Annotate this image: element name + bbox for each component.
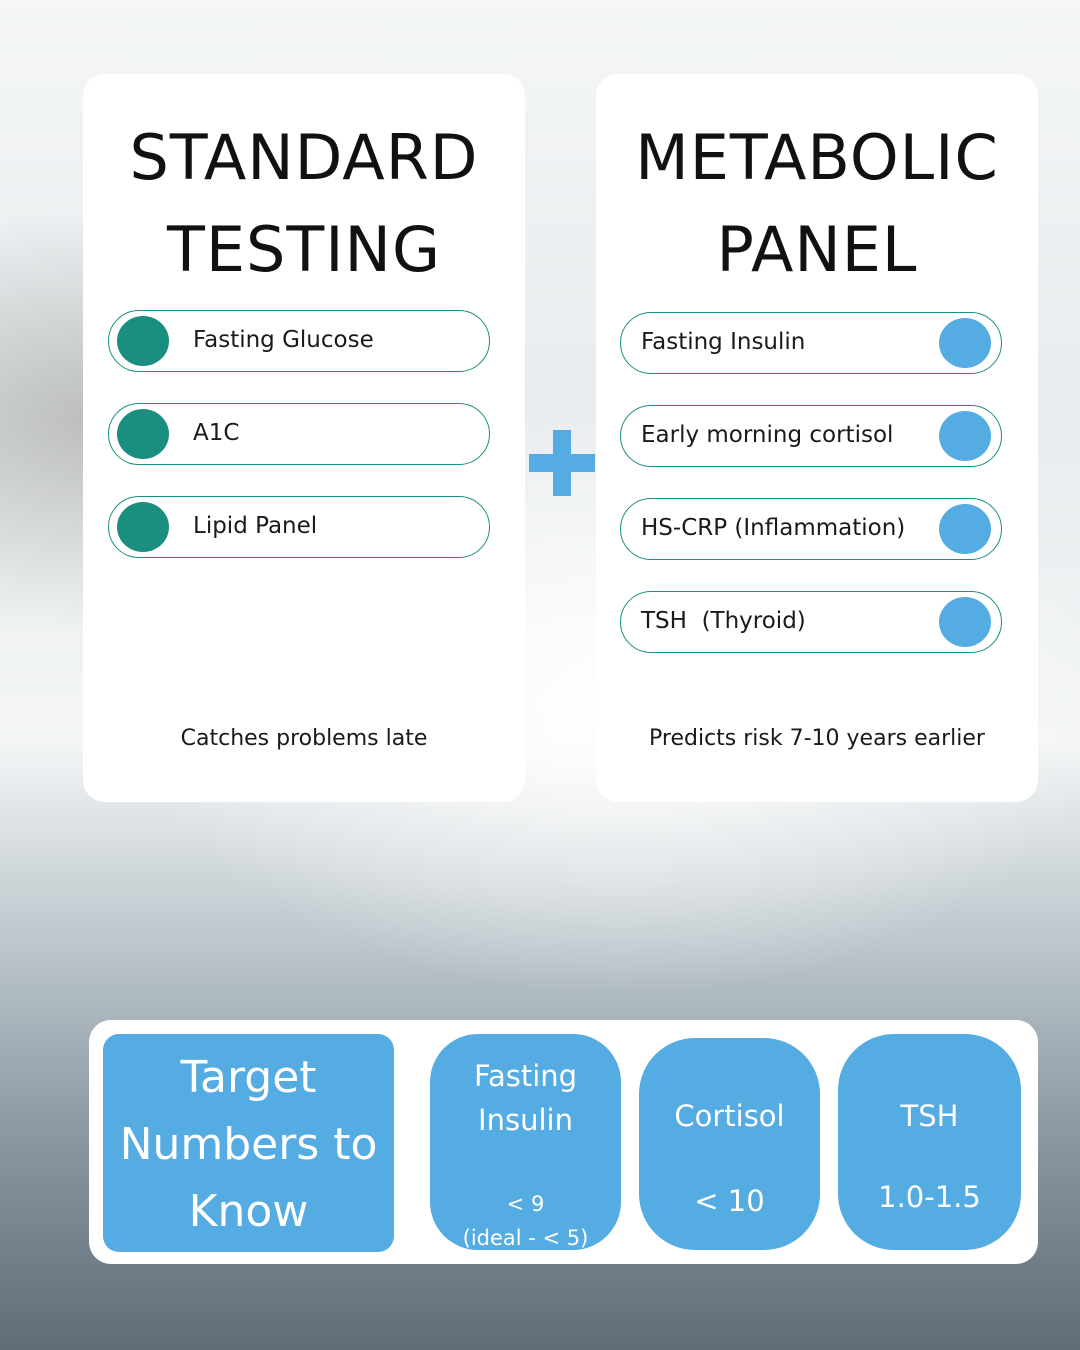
metric-name: TSH [900, 1099, 959, 1133]
teal-dot-icon [117, 502, 169, 552]
blue-dot-icon [939, 411, 991, 461]
metabolic-item-hs-crp [620, 498, 1002, 560]
blue-dot-icon [939, 597, 991, 647]
blue-dot-icon [939, 318, 991, 368]
standard-item-label: A1C [193, 420, 240, 446]
metabolic-item-label: Fasting Insulin [641, 329, 806, 355]
metric-value: 1.0-1.5 [878, 1180, 981, 1214]
metabolic-panel-title: METABOLIC PANEL [635, 121, 999, 286]
target-numbers-heading: Target Numbers to Know [103, 1034, 394, 1252]
standard-item-label: Lipid Panel [193, 513, 318, 539]
metabolic-item-tsh [620, 591, 1002, 653]
standard-item-a1c [108, 403, 490, 465]
standard-item-fasting-glucose [108, 310, 490, 372]
metric-value: < 9 (ideal - < 5) [462, 1192, 589, 1250]
standard-testing-title: STANDARD TESTING [129, 121, 479, 286]
metabolic-panel-footer: Predicts risk 7-10 years earlier [649, 726, 985, 751]
target-numbers-panel [89, 1020, 1038, 1264]
metric-name: Fasting Insulin [473, 1059, 578, 1137]
metabolic-item-label: TSH (Thyroid) [641, 608, 806, 634]
standard-item-lipid-panel [108, 496, 490, 558]
teal-dot-icon [117, 316, 169, 366]
standard-item-label: Fasting Glucose [193, 327, 374, 353]
metabolic-panel-card [596, 74, 1038, 802]
metabolic-item-fasting-insulin [620, 312, 1002, 374]
metabolic-item-cortisol [620, 405, 1002, 467]
metric-fasting-insulin [430, 1034, 621, 1250]
teal-dot-icon [117, 409, 169, 459]
standard-testing-card [83, 74, 525, 802]
plus-icon [529, 430, 595, 496]
metric-cortisol [639, 1038, 820, 1250]
metric-value: < 10 [694, 1184, 765, 1218]
metabolic-item-label: Early morning cortisol [641, 422, 894, 448]
blue-dot-icon [939, 504, 991, 554]
metric-name: Cortisol [674, 1099, 785, 1133]
metric-tsh [838, 1034, 1021, 1250]
standard-testing-footer: Catches problems late [180, 726, 428, 751]
metabolic-item-label: HS-CRP (Inflammation) [641, 515, 906, 541]
